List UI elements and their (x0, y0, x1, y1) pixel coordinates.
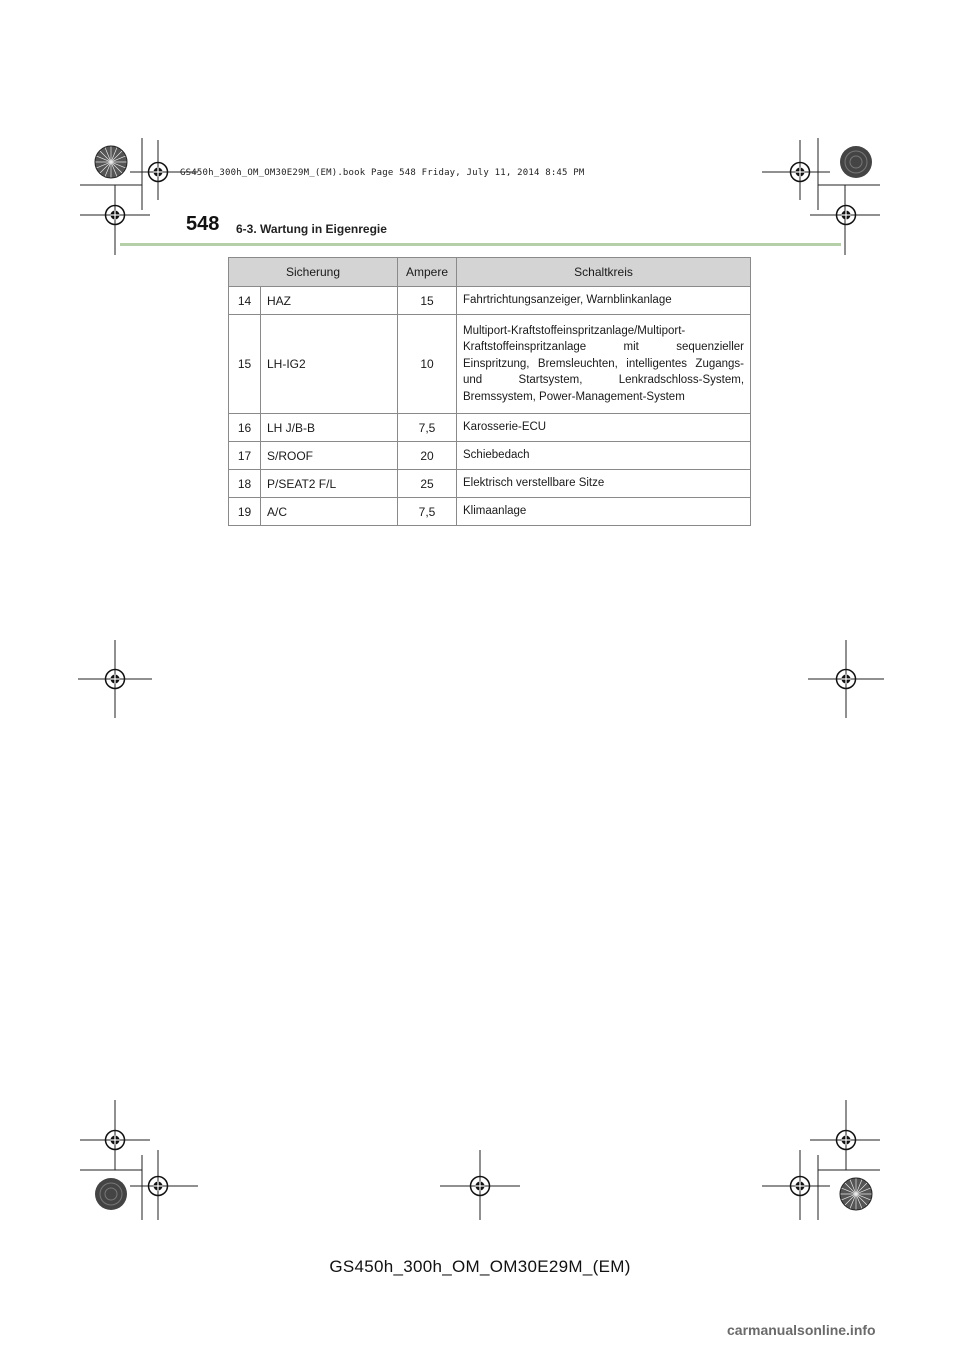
fuse-ampere: 10 (398, 315, 457, 414)
fuse-name: A/C (261, 498, 398, 526)
column-header-circuit: Schaltkreis (457, 258, 751, 287)
fuse-number: 18 (229, 470, 261, 498)
fuse-ampere: 15 (398, 287, 457, 315)
fuse-number: 19 (229, 498, 261, 526)
table-row (229, 287, 751, 315)
fuse-number: 14 (229, 287, 261, 315)
fuse-name: S/ROOF (261, 442, 398, 470)
fuse-ampere: 7,5 (398, 414, 457, 442)
fuse-name: LH-IG2 (261, 315, 398, 414)
table-row (229, 414, 751, 442)
fuse-circuit: Klimaanlage (457, 498, 751, 526)
fuse-circuit: Fahrtrichtungsanzeiger, Warnblinkanlage (457, 287, 751, 315)
fuse-ampere: 7,5 (398, 498, 457, 526)
page-number: 548 (186, 213, 220, 235)
fuse-number: 15 (229, 315, 261, 414)
fuse-circuit: Karosserie-ECU (457, 414, 751, 442)
fuse-number: 16 (229, 414, 261, 442)
table-row (229, 442, 751, 470)
header-rule (120, 243, 841, 246)
section-title: 6-3. Wartung in Eigenregie (236, 222, 387, 236)
column-header-ampere: Ampere (398, 258, 457, 287)
manual-code: GS450h_300h_OM_OM30E29M_(EM) (329, 1257, 631, 1276)
table-row (229, 470, 751, 498)
fuse-name: LH J/B-B (261, 414, 398, 442)
fuse-table (228, 257, 751, 526)
fuse-ampere: 20 (398, 442, 457, 470)
fuse-circuit: Multiport-Kraftstoffeinspritzanlage/Multiport-Kraftstoffeinspritzanlage mit sequenzieller Einspritzung, Bremsleuchten, intelligentes Zugangs- und Startsystem, Lenkradschloss-System, Bremssystem, Power-Management-System (457, 315, 751, 414)
table-header-row (229, 258, 751, 287)
fuse-number: 17 (229, 442, 261, 470)
fuse-name: P/SEAT2 F/L (261, 470, 398, 498)
fuse-circuit: Schiebedach (457, 442, 751, 470)
fuse-ampere: 25 (398, 470, 457, 498)
table-row (229, 498, 751, 526)
watermark: carmanualsonline.info (727, 1322, 876, 1338)
table-row (229, 315, 751, 414)
fuse-circuit: Elektrisch verstellbare Sitze (457, 470, 751, 498)
print-info-line: GS450h_300h_OM_OM30E29M_(EM).book Page 548 Friday, July 11, 2014 8:45 PM (180, 168, 585, 178)
fuse-name: HAZ (261, 287, 398, 315)
column-header-fuse: Sicherung (229, 258, 398, 287)
